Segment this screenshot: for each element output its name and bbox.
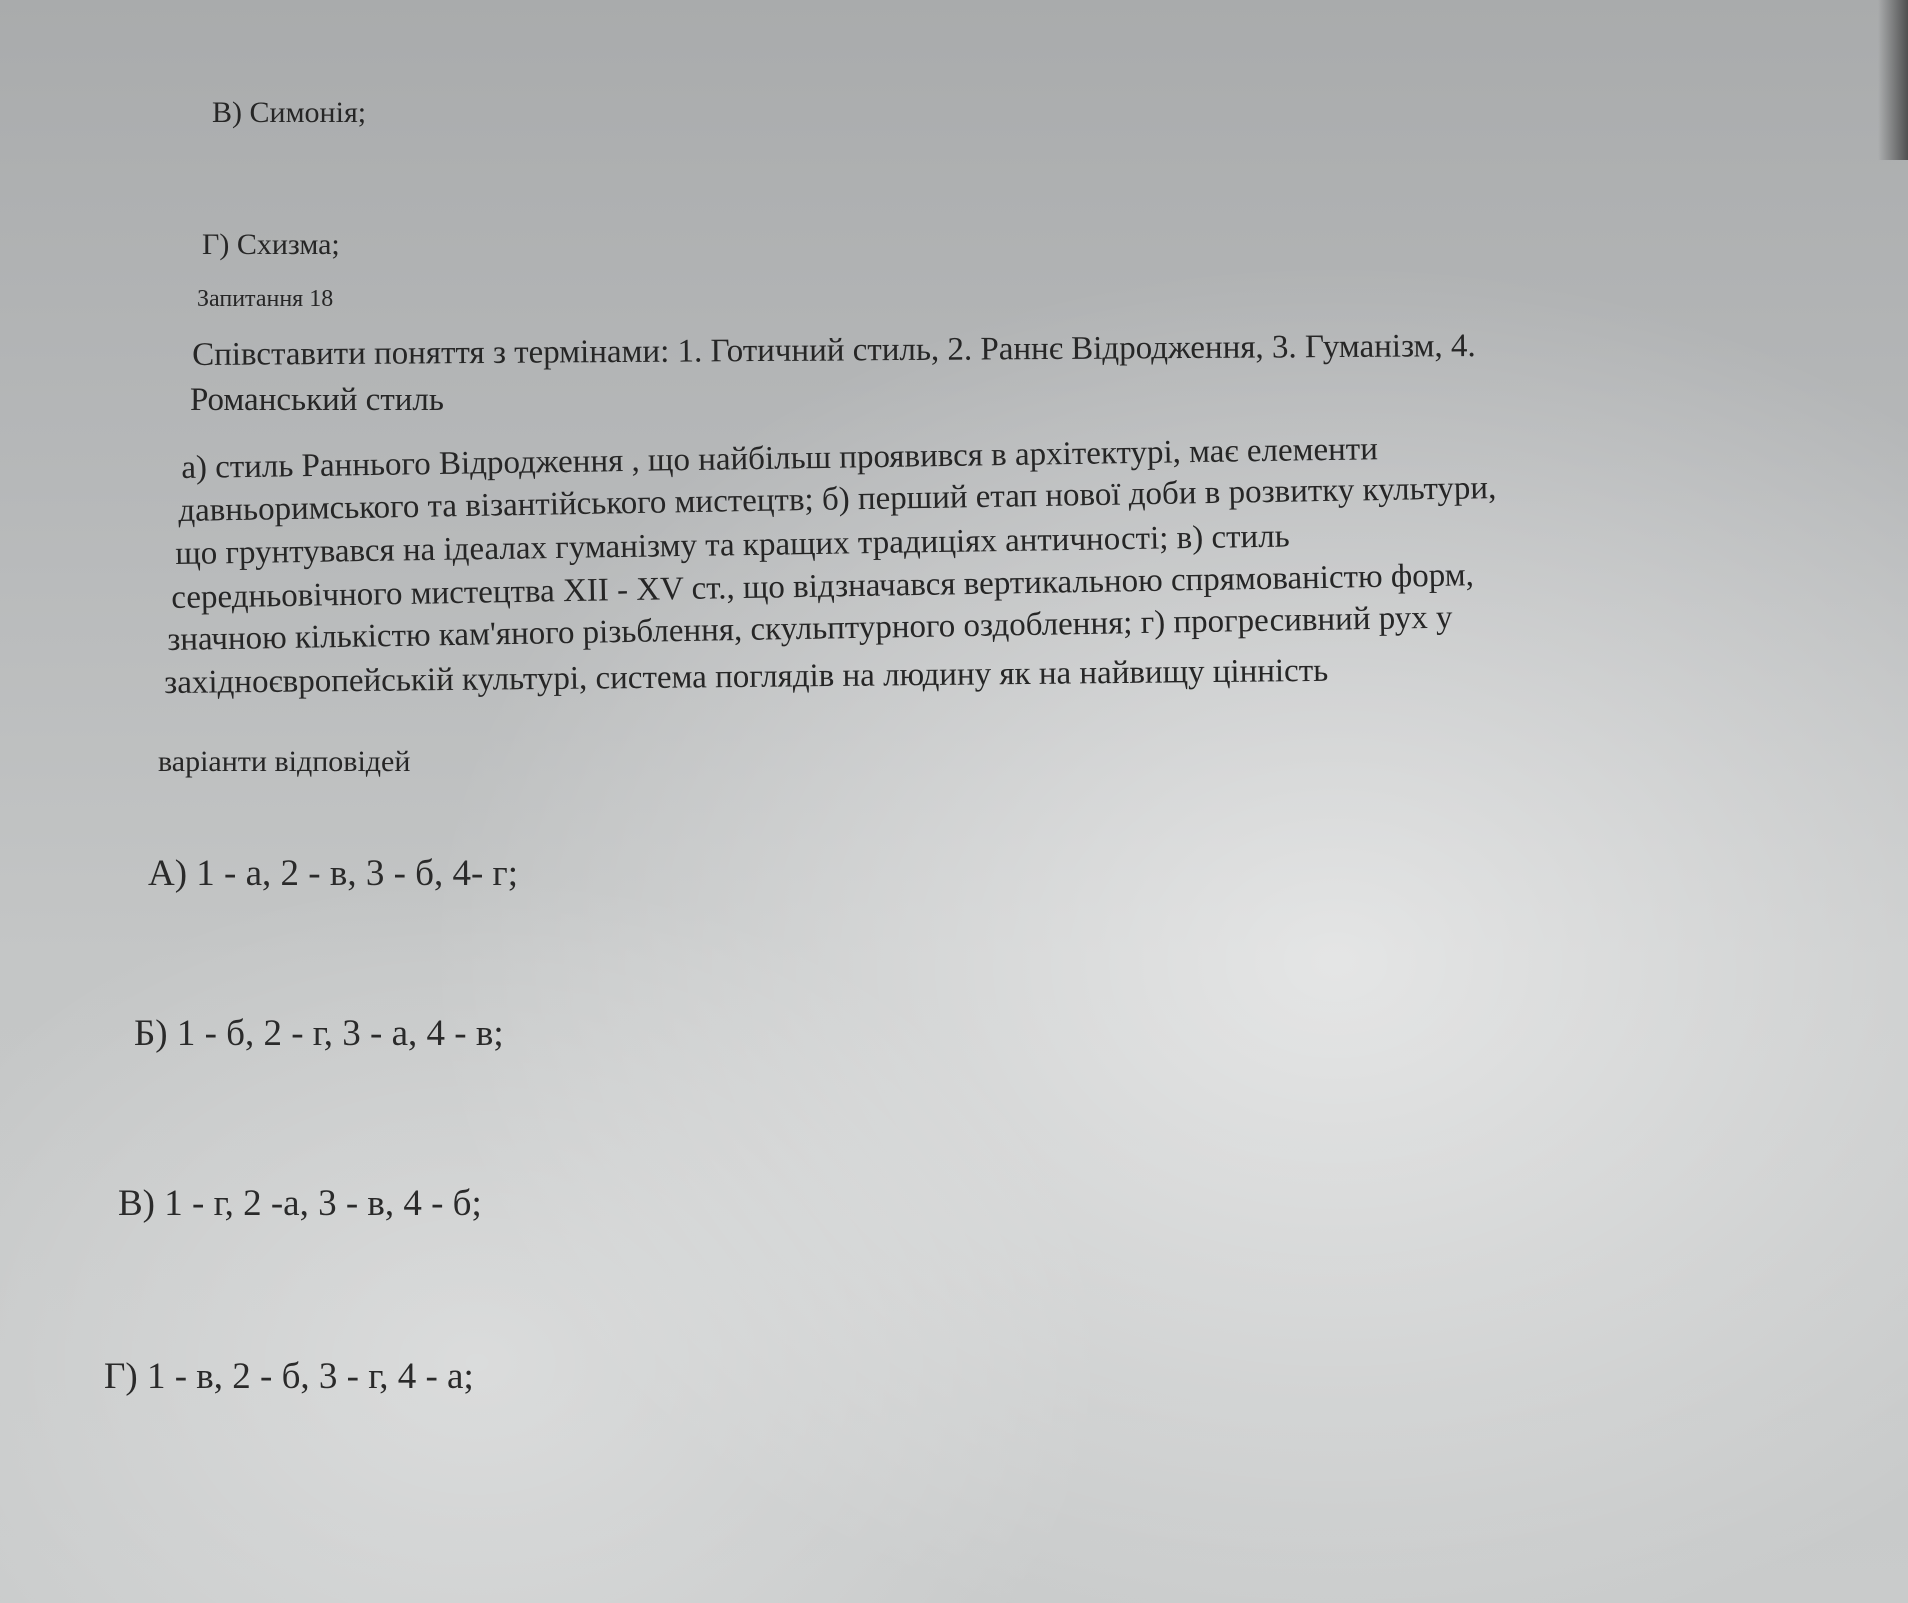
answer-option-a[interactable]: А) 1 - а, 2 - в, 3 - б, 4- г; [148,853,518,894]
definition-line: давньоримського та візантійського мистецтв; б) перший етап нової доби в розвитку культури, [178,469,1497,529]
question-number: Запитання 18 [197,286,334,312]
page-edge-shadow [1878,0,1908,160]
answer-option-v[interactable]: В) 1 - г, 2 -а, 3 - в, 4 - б; [118,1183,482,1224]
definition-line: західноєвропейській культурі, система поглядів на людину як на найвищу цінність [164,652,1329,701]
answer-option-b[interactable]: Б) 1 - б, 2 - г, 3 - а, 4 - в; [134,1013,504,1054]
prompt-line: Співставити поняття з термінами: 1. Готичний стиль, 2. Раннє Відродження, 3. Гуманізм, 4. [192,328,1476,373]
prev-option-g: Г) Схизма; [202,228,340,261]
definition-line: значною кількістю кам'яного різьблення, скульптурного оздоблення; г) прогресивний рух у [167,599,1453,658]
prompt-line: Романський стиль [190,382,444,418]
definition-line: середньовічного мистецтва XII - XV ст., що відзначався вертикальною спрямованістю форм, [171,557,1475,616]
answers-heading: варіанти відповідей [158,745,411,778]
definition-line: а) стиль Раннього Відродження , що найбільш проявився в архітектурі, має елементи [181,431,1379,486]
definition-line: що грунтувався на ідеалах гуманізму та кращих традиціях античності; в) стиль [175,518,1290,572]
prev-option-v: В) Симонія; [212,96,367,129]
answer-option-g[interactable]: Г) 1 - в, 2 - б, 3 - г, 4 - а; [104,1356,474,1397]
